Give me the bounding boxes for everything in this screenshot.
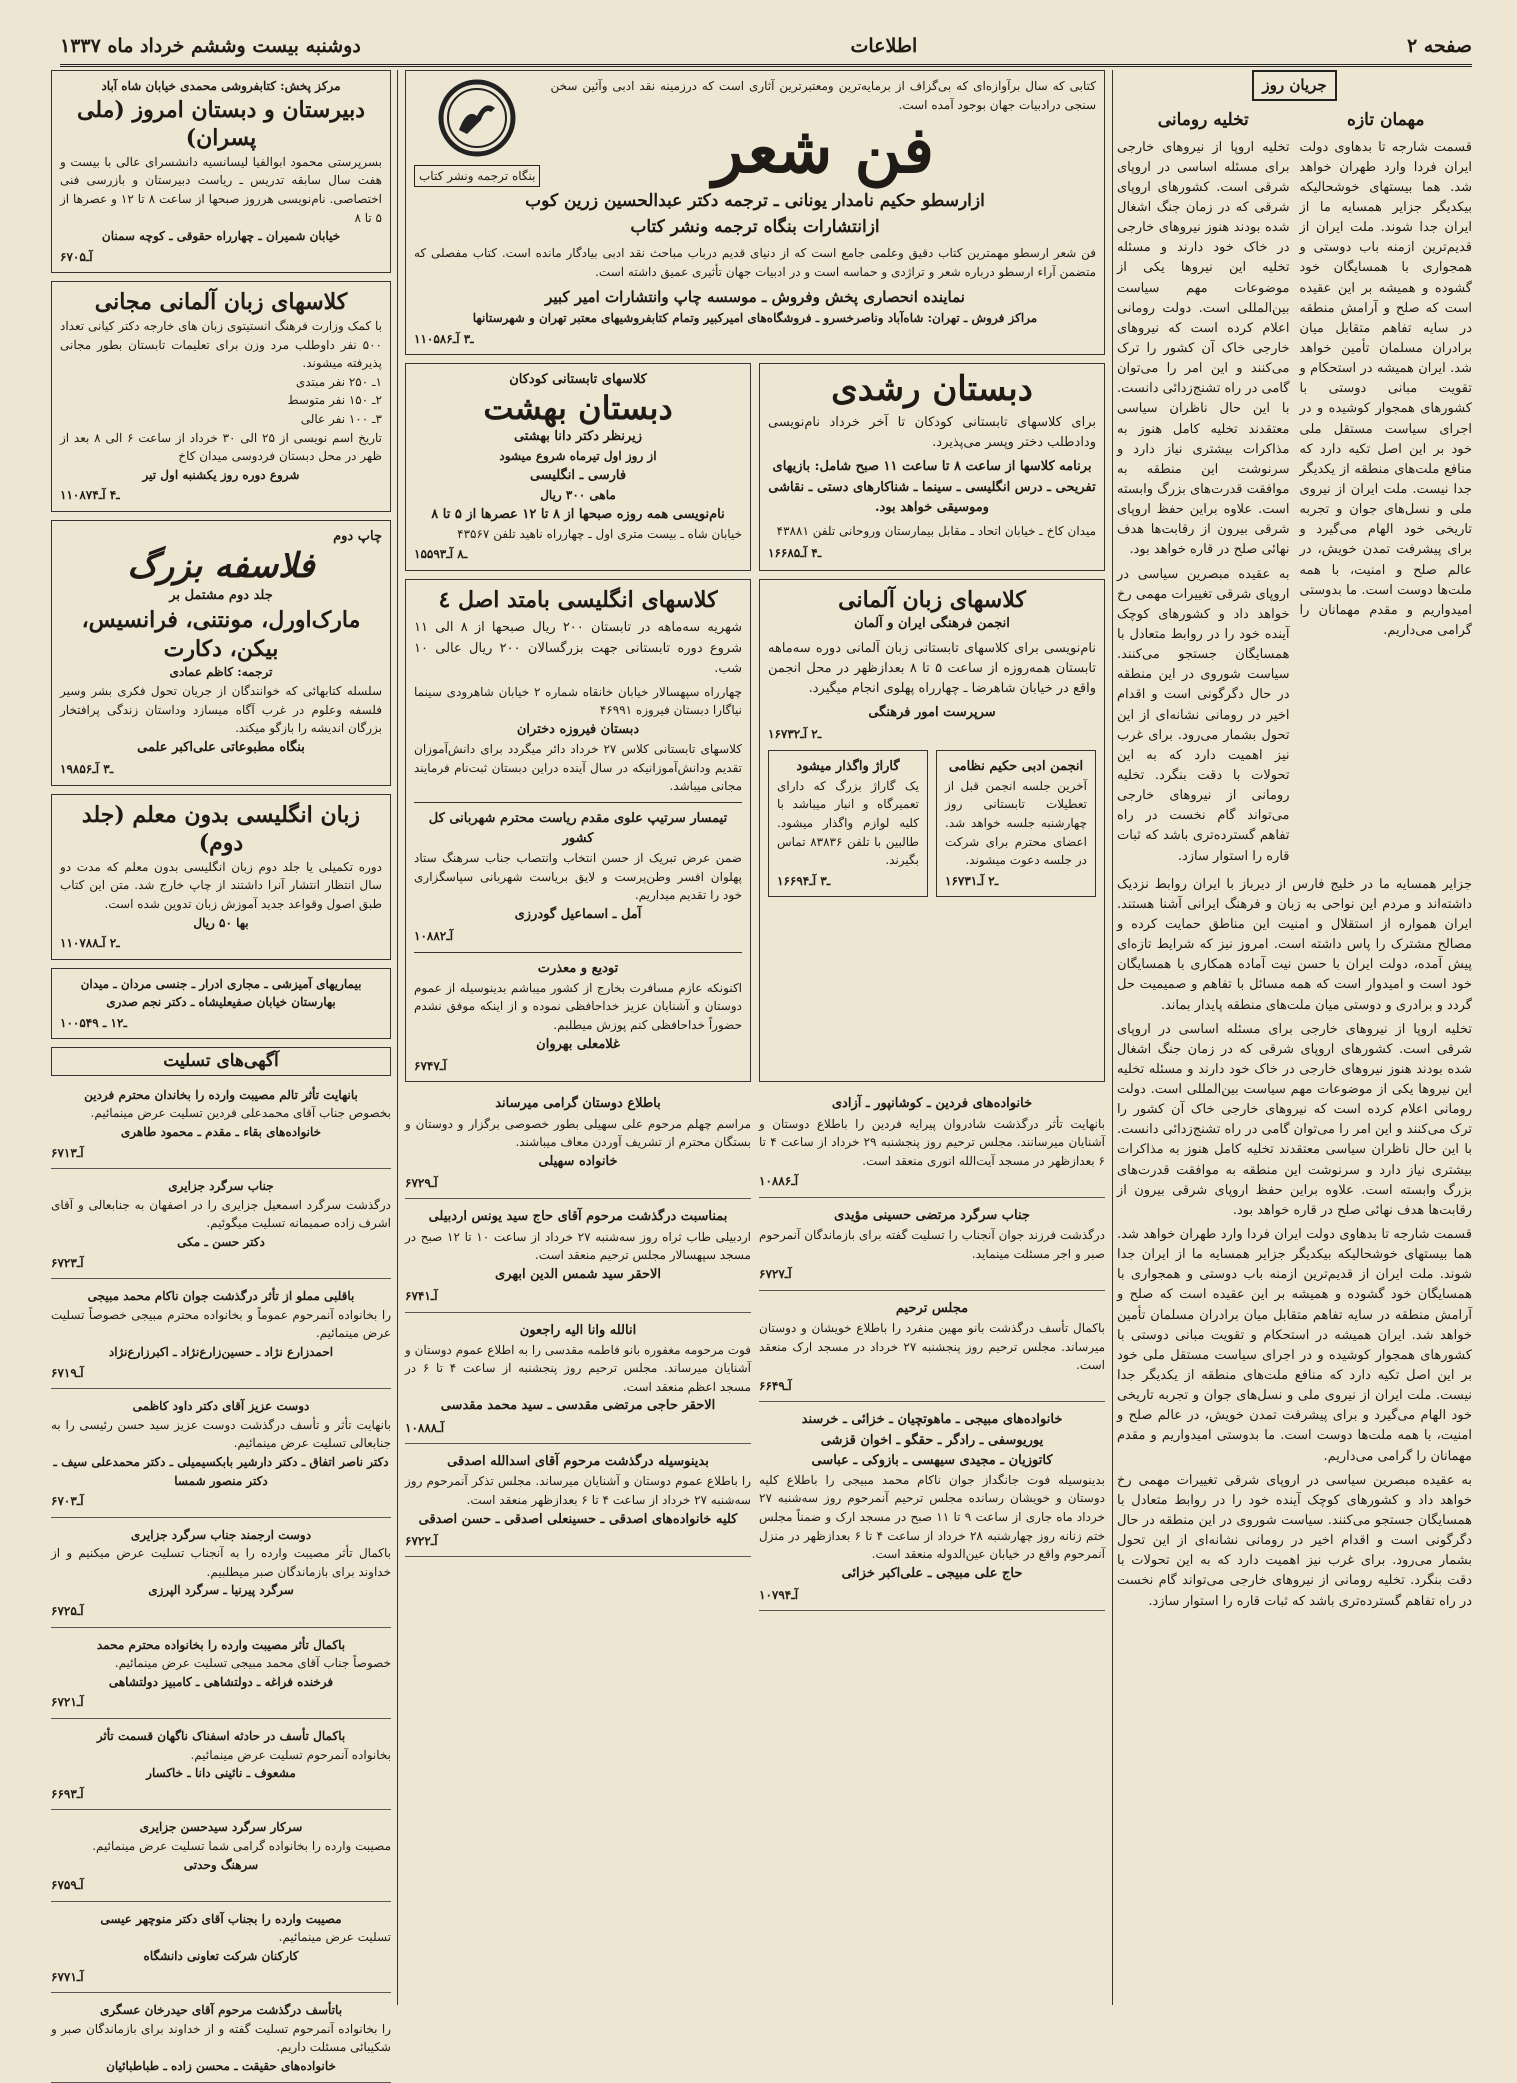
ad-english-classes [405,579,751,1083]
condolence-body: بخانواده آنمرحوم تسلیت عرض مینمائیم. [190,1747,391,1762]
ad-item: ۱ـ ۲۵۰ نفر مبتدی [295,374,382,389]
column-rule [397,70,398,2005]
ad-reference: ۱ـ۳ آـ۱۰۵۸۶ [414,331,474,346]
ad-title: دبیرستان و دبستان امروز (ملی پسران) [76,96,366,152]
ad-supervisor: زیرنظر دکتر دانا بهشتی [513,429,643,445]
ad-reference: آـ۶۷۲۵ [51,1604,84,1619]
ad-body: برای کلاسهای تابستانی کودکان تا آخر خرداد نام‌نویسی ودادطلب دختر وپسر می‌پذیرد. [768,415,1096,451]
condolence [51,1906,391,1993]
ad-sign: سرپرست امور فرهنگی [868,704,996,720]
notice-head: تودیع و معذرت [537,960,619,976]
obituary-body: اردبیلی طاب ثراه روز سه‌شنبه ۲۷ خرداد از ساعت ۱۰ تا ۱۲ صبح در مسجد سپهسالار مجلس ترحیم منعقد است. [405,1229,751,1263]
condolence-head: باتأسف درگذشت مرحوم آقای حیدرخان عسگری [99,2003,343,2018]
ad-reference: آـ۶۷۵۹ [51,1878,84,1893]
notice-sign: غلامعلی بهروان [536,1036,620,1052]
obituary-head: انالله وانا الیه راجعون [519,1322,637,1338]
condolence-sign: مشعوف ـ نائینی دانا ـ خاکسار [146,1766,296,1781]
article-romania [1117,107,1290,870]
family-line: یوریوسفی ـ رادگر ـ حقگو ـ اخوان قزشی [820,1432,1044,1448]
condolence-body: بانهایت تأثر و تأسف درگذشت دوست عزیز سید حسن رئیسی را به جنابعالی تسلیت عرض مینمائیم. [51,1417,391,1451]
ad-reference: آـ۶۷۴۱ [405,1288,438,1303]
condolence-head: دوست ارجمند جناب سرگرد جزایری [130,1527,312,1542]
ad-english-book [51,794,391,960]
language-ads-row [405,579,1105,1091]
obituary [759,1202,1105,1291]
article-continuation: به عقیده مبصرین سیاسی در اروپای شرقی تغییرات مهمی رخ خواهد داد و کشورهای کوچک آینده خود را در روابط متعادل با همسایگان جستجو می‌کنند. سیاست شوروی در این منطقه در حال دگرگونی است و اقدام اخیر در رومانی نشانه‌ای از این تحول بشمار می‌رود. برای غرب نیز اهمیت دارد که به این تحولات با دقت بنگرد. تخلیه رومانی از نیروهای خارجی می‌تواند گام نخست در راه تفاهم گسترده‌تری باشد که ثبات قاره را استوار سازد. [1117,1472,1472,1609]
condolence-sign: خانواده‌های حقیقت ـ محسن زاده ـ طباطبائیان [106,2058,336,2073]
ad-reference: ۱۰ـ۱۲ ـ ۰۵۴۹ [60,1015,127,1030]
article-title: تخلیه رومانی [1157,110,1249,131]
ad-publisher: بنگاه مطبوعاتی علی‌اکبر علمی [137,739,305,755]
ad-german-classes [759,579,1105,1083]
issue-date: دوشنبه بیست وششم خرداد ماه ۱۳۳۷ [60,35,361,57]
condolence-body: تسلیت عرض مینمائیم. [278,1930,391,1945]
condolence-sign: احمدزارع نژاد ـ حسین‌زارع‌نژاد ـ اکبرزارع‌نژاد [108,1344,334,1359]
condolence [51,1283,391,1389]
condolence-body: را بخانواده آنمرحوم تسلیت گفته و از خداوند برای بازماندگان صبر و شکیبائی مسئلت داریم. [51,2021,391,2055]
condolence-body: بخصوص جناب آقای محمدعلی فردین تسلیت عرض مینمائیم. [90,1106,391,1121]
obituary-head: مجلس ترحیم [895,1300,969,1316]
ad-program: برنامه کلاسها از ساعت ۸ تا ساعت ۱۱ صبح شامل: بازیهای تفریحی ـ درس انگلیسی ـ سینما ـ شناکارهای دستی ـ نقاشی وموسیقی خواهد بود. [768,459,1096,515]
book-ad-fan-sher [405,70,1105,355]
condolence [51,1723,391,1810]
ad-edition: چاپ دوم [333,528,382,544]
section-tag: جریان روز [1252,70,1336,101]
condolence-head: باقلبی مملو از تأثر درگذشت جوان ناکام محمد مبیجی [87,1289,355,1304]
ad-item: ۲ـ ۱۵۰ نفر متوسط [287,393,382,408]
ad-title: فلاسفه بزرگ [127,546,315,587]
ad-line: فارسی ـ انگلیسی [529,467,627,483]
ad-reference: آـ۶۷۰۳ [51,1494,84,1509]
school-ads-row [405,363,1105,579]
ad-translator: ترجمه: کاظم عمادی [169,665,273,680]
ad-reference: ۱ـ۲ آـ۶۷۳۲ [768,727,822,742]
ad-reference: آـ۶۷۰۵ [60,249,93,264]
obituary-sign: خانواده سهیلی [538,1153,618,1169]
book-author: ازارسطو حکیم نامدار یونانی ـ ترجمه دکتر عبدالحسین زرین کوب [525,190,985,211]
condolence-sign: سرگرد پیرنیا ـ سرگرد الپرزی [148,1583,294,1598]
obituaries-row [405,1090,1105,1615]
publisher-logo [414,78,540,188]
condolence [51,1632,391,1719]
ad-title: زبان انگلیسی بدون معلم (جلد دوم) [81,801,361,857]
article-body: تخلیه اروپا از نیروهای خارجی برای مسئله اساسی در اروپای شرقی است. کشورهای اروپای شرقی که در زمان جنگ اشغال شده بودند هنوز نیروهای خارجی در خاک خود دارند و مسئله تخلیه این نیروها یکی از موضوعات مهم سیاست بین‌المللی است. دولت رومانی اعلام کرده است که نیروهای خارجی خاک آن کشور را ترک می‌کنند و این امر را می‌توان گامی در راه تشنج‌زدائی دانست. با این حال ناظران سیاسی معتقدند تخلیه کامل هنوز به مذاکرات بیشتری نیاز دارد و سرنوشت این منطقه به موافقت قدرت‌های بزرگ وابسته است. علاوه براین حفظ اروپای شرقی بیرون از رقابت‌ها هدف نهائی صلح در قاره خواهد بود. [1117,139,1290,558]
article-title: مهمان تازه [1347,110,1425,131]
ad-body: شهریه سه‌ماهه در تابستان ۲۰۰ ریال صبحها از ۸ الی ۱۱ شروع دوره تابستانی جهت بزرگسالان ۲۰۰ ریال عالی ۱۰ شب. [414,620,743,676]
ad-body: کلاسهای تابستانی کلاس ۲۷ خرداد دائر میگردد برای دانش‌آموزان تقدیم ودانش‌آموزانیکه در سال آینده دراین دبستان ثبت‌نام فرمایند مجانی میباشد. [414,742,742,794]
ad-address: میدان کاخ ـ خیابان اتحاد ـ مقابل بیمارستان وروحانی تلفن ۴۳۸۸۱ [776,523,1096,538]
ad-center: مرکز پخش: کتابفروشی محمدی خیابان شاه آباد [101,79,341,93]
book-title: فن شعر [712,113,934,189]
ad-line: نام‌نویسی همه روزه صبحها از ۸ تا ۱۲ عصرها از ۵ تا ۸ [431,506,725,522]
article-continuation: قسمت شارجه تا بدهاوی دولت ایران فردا وارد طهران خواهد شد. هما بیستهای خوشحالیکه بیکدیگر جزایر همسایه ما از ایران جدا شوند. ملت ایران از قدیم‌ترین ازمنه باب دوستی و همجواری با همسایگان خود گشوده و همیشه بر این عقیده است که صلح و آرامش منطقه در سایه تفاهم متقابل میان برادران مسلمان تأمین خواهد شد. ایران همیشه در استحکام و تقویت مبانی دوستی با کشورهای همجوار کوشیده و در اجرای سیاست مستقل ملی خود بر این اصل تکیه دارد که منافع ملت‌های منطقه از یکدیگر جدا نیست. ملت ایران از نیروی ملی و نسل‌های جوان و تجربه تاریخی خود الهام می‌گیرد و برای پیشرفت تمدن خویش، در عالم صلح و امنیت، با همه ملت‌ها دوست است. ما بدوستی امیدواریم و مقدم مهمانان را گرامی می‌داریم. [1117,1227,1472,1464]
ad-reference: آـ۶۷۷۱ [51,1969,84,1984]
small-ad-body: یک گاراژ بزرگ که دارای تعمیرگاه و انبار میباشد با کلیه لوازم واگذار میشود. طالبین با تلفن ۸۳۸۳۶ تماس بگیرند. [777,778,919,868]
condolence [51,1082,391,1169]
condolence [51,1522,391,1628]
ad-reference: ۱ـ۲ آـ۶۷۳۱ [945,873,999,888]
masthead: اطلاعات [850,35,918,57]
obituary-mobiji [759,1406,1105,1611]
ad-line: از روز اول تیرماه شروع میشود [499,449,657,464]
obituary-head: خانواده‌های فردین ـ کوشانپور ـ آزادی [831,1096,1033,1112]
condolence-head: جناب سرگرد جزایری [168,1179,274,1194]
notice-sign: آمل ـ اسماعیل گودرزی [514,907,642,923]
small-ad-body: آخرین جلسه انجمن قبل از تعطیلات تابستانی روز چهارشنبه جلسه خواهد شد. اعضای محترم برای شرکت در جلسه دعوت میشوند. [945,778,1087,868]
condolence [51,1393,391,1518]
notice-head: تیمسار سرتیپ علوی مقدم ریاست محترم شهربانی کل کشور [428,810,728,847]
ad-reference: آـ۶۷۲۱ [51,1695,84,1710]
obituary [759,1295,1105,1403]
ad-body: با کمک وزارت فرهنگ انستیتوی زبان های خارجه دکتر کیانی تعداد ۵۰۰ نفر داوطلب مرد وزن برای تعلیمات تابستان بطور مجانی پذیرفته میشوند. [60,318,382,371]
obituary-sign: حاج علی مبیجی ـ علی‌اکبر خزائی [841,1565,1023,1581]
condolence [51,1814,391,1901]
ad-org: انجمن فرهنگی ایران و آلمان [854,616,1010,632]
obituary-head: بمناسبت درگذشت مرحوم آقای حاج سید یونس اردبیلی [428,1209,728,1225]
ad-body: بسرپرستی محمود ابوالفیا لیسانسیه دانشسرای عالی با بیست و هفت سال سابقه تدریس ـ ریاست دبیرستان و بازرسی فنی اختصاصی. نام‌نویسی هرروز صبحها از ساعت ۸ تا ۱۲ و عصرها از ۵ تا ۸ [60,154,382,225]
obituary-body: باکمال تأسف درگذشت بانو مهین منفرد را باطلاع خویشان و دوستان میرساند. مجلس ترحیم روز پنجشنبه ۲۷ خرداد در مسجد ارک منعقد است. [759,1320,1106,1373]
family-line: کاتوزیان ـ مجیدی سیهسی ـ بازوکی ـ عباسی [811,1452,1053,1468]
condolence-head: باکمال تأثر مصیبت وارده را بخانواده محترم محمد [96,1637,346,1652]
ad-reference: آـ۱۰۷۹۴ [759,1587,799,1602]
ad-reference: آـ۱۰۸۸۸ [405,1420,445,1435]
obituary [405,1317,751,1445]
ad-subtitle: دبستان فیروزه دختران [516,722,640,738]
book-intro: کتابی که سال برآوازه‌ای که بی‌گزاف از برمایه‌ترین ومعتبرترین آثاری است که درزمینه نقد ادبی وآئین سخن سنجی درادبیات جهان بوجود آمده است. [550,79,1096,112]
obituary-sign: الاحقر سید شمس الدین ابهری [494,1266,662,1282]
ad-roshdi [759,363,1105,571]
condolence-sign: فرخنده فراغه ـ دولتشاهی ـ کامبیز دولتشاهی [108,1674,334,1689]
condolence-head: باکمال تأسف در حادثه اسفناک ناگهان قسمت تأثر [96,1729,346,1744]
ad-body: نام‌نویسی برای کلاسهای تابستانی زبان آلمانی دوره سه‌ماهه تابستان همه‌روزه از ساعت ۵ تا ۸ بعدازظهر در محل انجمن واقع در خیابان شاهرضا ـ چهارراه پهلوی انجام میگیرد. [768,640,1097,696]
ad-title: کلاسهای انگلیسی بامتد اصل ٤ [438,586,718,613]
ad-reference: آـ۶۷۱۳ [51,1145,84,1160]
condolence-body: مصیبت وارده را بخانواده گرامی شما تسلیت عرض مینمائیم. [92,1839,391,1854]
notice-body: اکنونکه عازم مسافرت بخارج از کشور میباشم بدینوسیله از عموم دوستان و آشنایان عزیز خداحافظی نموده و از اینکه موفق نشدم حضوراً خداحافظی کنم پوزش میطلبم. [414,980,742,1033]
ad-reference: آـ۱۰۸۸۲ [414,929,454,944]
ad-address: خیابان شاه ـ بیست متری اول ـ چهارراه ناهید تلفن ۴۳۵۶۷ [457,526,742,541]
obituary [759,1090,1105,1198]
book-shops: مراکز فروش ـ تهران: شاه‌آباد وناصرخسرو ـ فروشگاه‌های امیرکبیر وتمام کتابفروشیهای معتبر تهران و شهرستانها [472,310,1038,325]
ad-start: شروع دوره روز یکشنبه اول تیر [142,467,300,482]
ad-reference: آـ۶۷۲۹ [405,1175,438,1190]
notice-body: ضمن عرض تبریک از حسن انتخاب وانتصاب جناب سرهنگ ستاد پهلوان افسر وطن‌پرست و لایق بریاست شهربانی سپاسگزاری خود را تقدیم میداریم. [414,851,742,903]
ad-body: بهارستان خیابان صفیعلیشاه ـ دکتر نجم صدری [106,995,336,1010]
ad-emrooz-school [51,70,391,273]
condolence-head: سرکار سرگرد سیدحسن جزایری [139,1820,303,1835]
ad-reference: آـ۶۷۴۷ [414,1058,447,1073]
condolence-sign: دکتر حسن ـ مکی [177,1234,265,1249]
ad-title: بیماریهای آمیزشی ـ مجاری ادرار ـ جنسی مردان ـ میدان [80,976,362,991]
ad-reference: آـ۶۶۹۳ [51,1786,84,1801]
book-agent: نماینده انحصاری پخش وفروش ـ موسسه چاپ وانتشارات امیر کبیر [545,287,965,306]
obituary-body: بانهایت تأثر درگذشت شادروان پیرایه فردین را باطلاع دوستان و آشنایان میرسانند. مجلس ترحیم روز پنجشنبه ۲۹ خرداد از ساعت ۴ تا ۶ بعدازظهر در مسجد آیت‌الله انوری منعقد است. [759,1116,1105,1168]
obituary-head: بدینوسیله درگذشت مرحوم آقای اسدالله اصدقی [447,1454,709,1470]
ad-reference: آـ۶۷۱۹ [51,1365,84,1380]
editorial-pair [1117,107,1472,870]
obituaries-left [405,1090,751,1615]
ad-reference: آـ۶۷۲۲ [405,1533,438,1548]
page-number: صفحه ۲ [1406,35,1472,57]
article-mehman [1300,107,1473,870]
condolence-sign: سرهنگ وحدتی [183,1857,259,1872]
obituary [405,1448,751,1557]
ad-reference: آـ۶۷۲۷ [759,1267,792,1282]
condolence-sign: دکتر ناصر اتفاق ـ دکتر دارشیر بابکسیمیلی ـ دکتر محمدعلی سیف ـ دکتر منصور شمسا [53,1454,389,1488]
obituary-sign: الاحقر حاجی مرتضی مقدسی ـ سید محمد مقدسی [440,1398,716,1414]
ad-body: دوره تکمیلی یا جلد دوم زبان انگلیسی بدون معلم که مدت دو سال انتظار انتشار آنرا داشتند از چاپ خارج شد. متن این کتاب طبق اصول وقواعد جدید آموزش زبان تدوین شده است. [60,859,382,911]
ad-kicker: کلاسهای تابستانی کودکان [509,372,647,388]
obituary-body: را باطلاع عموم دوستان و آشنایان میرساند. مجلس تذکر آنمرحوم روز سه‌شنبه ۲۷ خرداد از ساعت ۴ تا ۶ بعدازظهر منعقد است. [405,1474,751,1507]
ad-reference: آـ۱۰۸۸۶ [759,1174,799,1189]
condolences-heading: آگهی‌های تسلیت [51,1047,391,1075]
ad-free-german [51,281,391,512]
ad-title: دبستان رشدی [831,369,1033,410]
obituary-sign: کلیه خانواده‌های اصدقی ـ حسینعلی اصدقی ـ حسن اصدقی [418,1511,738,1527]
article-continuation: جزایر همسایه ما در خلیج فارس از دیرباز با ایران روابط نزدیک داشته‌اند و مردم این نواحی به زبان و فرهنگ ایرانی آشنا هستند. ایران همواره از استقلال و امنیت این مناطق حمایت کرده و مصالح مشترک را پاس داشته است. امروز نیز که شرایط تازه‌ای پیش آمده، دولت ایران با حسن نیت آماده همکاری با همسایگان خود است و امیدوار است که همه مسائل با تفاهم و صمیمیت حل گردد و برادری و دوستی میان ملت‌های منطقه پایدار بماند. [1117,876,1472,1013]
deer-logo-icon [437,78,517,158]
ad-hospital [51,968,391,1040]
article-body: قسمت شارجه تا بدهاوی دولت ایران فردا وارد طهران خواهد شد. هما بیستهای خوشحالیکه بیکدیگر جزایر همسایه ما از ایران جدا شوند. ملت ایران از قدیم‌ترین ازمنه باب دوستی و همجواری با همسایگان خود گشوده و همیشه بر این عقیده است که صلح و آرامش منطقه در سایه تفاهم متقابل میان برادران مسلمان تأمین خواهد شد. ایران همیشه در استحکام و تقویت مبانی دوستی با کشورهای همجوار کوشیده و در اجرای سیاست مستقل ملی خود بر این اصل تکیه دارد که منافع ملت‌های منطقه از یکدیگر جدا نیست. ملت ایران از نیروی ملی و نسل‌های جوان و تجربه تاریخی خود الهام می‌گیرد و برای پیشرفت تمدن خویش، در عالم صلح و امنیت، با همه ملت‌ها دوست است. ما بدوستی امیدواریم و مقدم مهمانان را گرامی می‌داریم. [1299,139,1472,638]
obituary-head: جناب سرگرد مرتضی حسینی مؤیدی [834,1207,1030,1223]
right-column [1117,70,1472,2005]
ad-line: ماهی ۳۰۰ ریال [540,487,616,502]
ad-title: دبستان بهشت [483,389,673,428]
obituary-head: باطلاع دوستان گرامی میرساند [495,1096,661,1112]
condolence [51,1997,391,2082]
small-ads [768,750,1096,906]
ad-volume: جلد دوم مشتمل بر [169,588,273,604]
small-ad-title: گاراژ واگذار میشود [796,758,900,774]
middle-column [405,70,1105,2005]
small-ad [936,750,1096,898]
small-ad [768,750,928,898]
ad-reference: ۱ـ۲ آـ۱۰۷۸۸ [60,936,120,951]
ad-reference: ۱ـ۳ آـ۹۸۵۶ [60,761,114,776]
obituary [405,1203,751,1312]
ad-reference: ۱ـ۳ آـ۶۶۹۴ [777,873,831,888]
family-line: خانواده‌های مبیجی ـ ماهوتچیان ـ خزائی ـ خرسند [801,1412,1063,1428]
obituaries-right [759,1090,1105,1615]
condolence-head: مصیبت وارده را بجناب آقای دکتر منوچهر عیسی [100,1911,342,1926]
ad-reference: ۱ـ۴ آـ۱۰۸۷۴ [60,488,120,503]
obituary [405,1090,751,1199]
condolence-body: را بخانواده آنمرحوم عموماً و بخانواده محترم مبیجی خصوصاً تسلیت عرض مینمائیم. [51,1307,391,1341]
ad-reference: ۱ـ۸ آـ۵۵۹۳ [414,547,468,562]
small-ad-title: انجمن ادبی حکیم نظامی [948,758,1084,774]
obituary-body: مراسم چهلم مرحوم علی سهیلی بطور خصوصی برگزار و دوستان و بستگان محترم از تشریف آوردن معاف میباشند. [405,1116,751,1150]
obituary-body: بدینوسیله فوت جانگداز جوان ناکام محمد مبیجی را باطلاع کلیه دوستان و خویشان رسانده مجلس ترحیم آنمرحوم روز سه‌شنبه ۲۷ خرداد ماه جاری از ساعت ۹ تا ۱۱ صبح در مسجد ارک و ضمناً مجلس ختم زنانه روز چهارشنبه ۲۸ خرداد از ساعت ۴ تا ۶ بعدازظهر در منزل آنمرحوم واقع در خیابان عین‌الدوله منعقد است. [759,1472,1105,1562]
ad-reference: آـ۶۷۲۳ [51,1255,84,1270]
obituary-body: درگذشت فرزند جوان آنجناب را تسلیت گفته برای بازماندگان آنمرحوم صبر و اجر مسئلت مینماید. [759,1228,1105,1261]
ad-note: تاریخ اسم نویسی از ۲۵ الی ۳۰ خرداد از ساعت ۶ الی ۸ بعد از ظهر در محل دبستان فردوسی میدان کاخ [60,430,382,464]
article-body: به عقیده مبصرین سیاسی در اروپای شرقی تغییرات مهمی رخ خواهد داد و کشورهای کوچک آینده خود را در روابط متعادل با همسایگان جستجو می‌کنند. سیاست شوروی در این منطقه در حال دگرگونی است و اقدام اخیر در رومانی نشانه‌ای از این تحول بشمار می‌رود. برای غرب نیز اهمیت دارد که به این تحولات با دقت بنگرد. تخلیه رومانی از نیروهای خارجی می‌تواند گام نخست در راه تفاهم گسترده‌تری باشد که ثبات قاره را استوار سازد. [1117,566,1290,864]
left-column [51,70,391,2073]
article-continuation: تخلیه اروپا از نیروهای خارجی برای مسئله اساسی در اروپای شرقی است. کشورهای اروپای شرقی که در زمان جنگ اشغال شده بودند هنوز نیروهای خارجی در خاک خود دارند و مسئله تخلیه این نیروها یکی از موضوعات مهم سیاست بین‌المللی است. دولت رومانی اعلام کرده است که نیروهای خارجی خاک آن کشور را ترک می‌کنند و این امر را می‌توان گامی در راه تشنج‌زدائی دانست. با این حال ناظران سیاسی معتقدند تخلیه کامل هنوز به مذاکرات بیشتری نیاز دارد و سرنوشت این منطقه به موافقت قدرت‌های بزرگ وابسته است. علاوه براین حفظ اروپای شرقی بیرون از رقابت‌ها هدف نهائی صلح در قاره خواهد بود. [1117,1021,1472,1218]
ad-title: کلاسهای زبان آلمانی مجانی [94,289,348,316]
page-header [60,28,1472,67]
condolence-sign: کارکنان شرکت تعاونی دانشگاه [143,1948,299,1963]
condolence-head: بانهایت تأثر تالم مصیبت وارده را بخاندان محترم فردین [84,1087,358,1102]
ad-title: کلاسهای زبان آلمانی [838,586,1026,613]
logo-caption: بنگاه ترجمه ونشر کتاب [414,165,540,188]
book-publisher: ازانتشارات بنگاه ترجمه ونشر کتاب [630,217,880,238]
column-rule [1112,70,1113,2005]
book-description: فن شعر ارسطو مهمترین کتاب دقیق وعلمی جامع است که از دنیای قدیم درباب مباحث نقد ادبی بیادگار مانده است. کتاب مفصلی که متضمن آراء ارسطو درباره شعر و تراژدی و حماسه است و در ادبیات جهان تأثیری عمیق داشته است. [414,246,1096,280]
condolence-body: درگذشت سرگرد اسمعیل جزایری را در اصفهان به جنابعالی و آقای اشرف زاده صمیمانه تسلیت میگوئیم. [51,1197,391,1231]
condolence-body: خصوصاً جناب آقای محمد مبیجی تسلیت عرض مینمائیم. [114,1656,391,1671]
ad-address: چهارراه سپهسالار خیابان خانقاه شماره ۲ خیابان شاهرودی سینما نیاگارا دبستان فیروزه ۴۶۹۹۱ [414,684,742,718]
ad-names: مارک‌اورل، مونتنی، فرانسیس، بیکن، دکارت [81,607,361,662]
ad-behesht [405,363,751,571]
condolence-sign: خانواده‌های بقاء ـ مقدم ـ محمود طاهری [120,1125,322,1140]
ad-reference: ۱ـ۴ آـ۶۶۸۵ [768,546,822,561]
ad-body: سلسله کتابهائی که خوانندگان از جریان تحول فکری بشر وسیر فلسفه وعلوم در غرب آگاه میسازد وداستان زندگی پرافتخار بزرگان اندیشه را بازگو میکند. [60,684,382,736]
obituary-body: فوت مرحومه مغفوره بانو فاطمه مقدسی را به اطلاع عموم دوستان و آشنایان میرساند. مجلس ترحیم روز پنجشنبه از ساعت ۴ تا ۶ در مسجد اعظم منعقد است. [405,1342,752,1394]
ad-address: خیابان شمیران ـ چهارراه حقوقی ـ کوچه سمنان [101,229,341,244]
condolence-body: باکمال تأثر مصیبت وارده را به آنجناب تسلیت عرض میکنیم و از خداوند برای بازماندگان صبر میطلبیم. [51,1546,391,1579]
ad-reference: آـ۶۶۴۹ [759,1378,792,1393]
ad-great-philosophers [51,520,391,786]
ad-item: ۳ـ ۱۰۰ نفر عالی [300,411,382,426]
ad-price: بها ۵۰ ریال [193,915,249,930]
condolence [51,1173,391,1279]
condolence-head: دوست عزیز آقای دکتر داود کاظمی [132,1399,310,1414]
